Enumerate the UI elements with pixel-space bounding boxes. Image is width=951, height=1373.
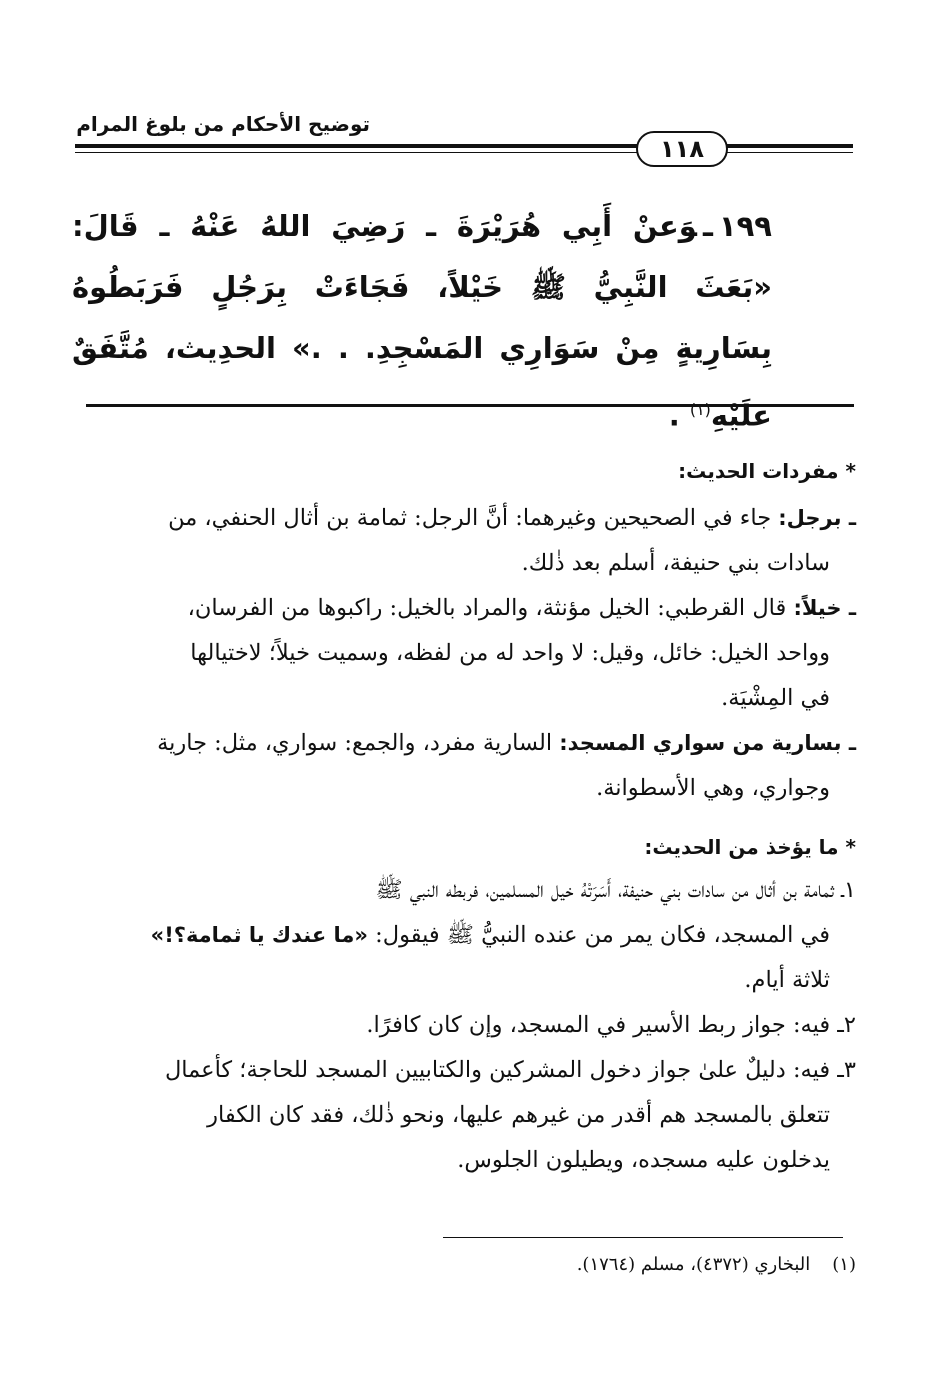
lessons-list bbox=[75, 868, 856, 1183]
lesson-text: ٣ـ فيه: دليلٌ علىٰ جواز دخول المشركين والكتابيين المسجد للحاجة؛ كأعمال bbox=[164, 1057, 856, 1083]
vocab-def: قال القرطبي: الخيل مؤنثة، والمراد بالخيل: راكبوها من الفرسان، bbox=[187, 595, 794, 621]
vocab-entry-birajul bbox=[75, 496, 856, 586]
hadith-number: ١٩٩ bbox=[718, 209, 772, 243]
lesson-text: ١ـ ثمامة بن أثال من سادات بني حنيفة، أَسَرَتْهُ خيل المسلمين، فربطه النبي ﷺ bbox=[375, 877, 856, 903]
hadith-dash: ـ bbox=[702, 209, 713, 243]
vocab-def-cont: في المِشْيَة. bbox=[721, 685, 830, 711]
footnote-marker: (١) bbox=[832, 1254, 856, 1275]
section-divider bbox=[86, 404, 854, 407]
header-rule-thin bbox=[75, 152, 853, 153]
header-rule-thick bbox=[75, 144, 853, 148]
page-number: ١١٨ bbox=[636, 131, 728, 167]
lessons-heading: * ما يؤخذ من الحديث: bbox=[644, 835, 856, 859]
lesson-text-part: في المسجد، فكان يمر من عنده النبيُّ ﷺ فيقول: bbox=[368, 922, 830, 948]
lesson-text-cont: تتعلق بالمسجد هم أقدر من غيرهم عليها، ونحو ذٰلك، فقد كان الكفار bbox=[207, 1102, 830, 1128]
lesson-text: ٢ـ فيه: جواز ربط الأسير في المسجد، وإن كان كافرًا. bbox=[366, 1012, 856, 1038]
vocab-list bbox=[75, 496, 856, 811]
vocab-term: ـ خيلاً: bbox=[793, 596, 856, 620]
lesson-text-cont: يدخلون عليه مسجده، ويطيلون الجلوس. bbox=[457, 1147, 830, 1173]
lesson-item-3 bbox=[75, 1048, 856, 1183]
vocab-def: السارية مفرد، والجمع: سواري، مثل: جارية bbox=[157, 730, 560, 756]
vocab-entry-sariya bbox=[75, 721, 856, 811]
vocab-def-cont: وواحد الخيل: خائل، وقيل: لا واحد له من لفظه، وسميت خيلاً؛ لاختيالها bbox=[190, 640, 830, 666]
footnote bbox=[75, 1250, 856, 1280]
vocab-entry-khaylan bbox=[75, 586, 856, 721]
vocab-term: ـ بسارية من سواري المسجد: bbox=[559, 731, 856, 755]
lesson-text-cont: ثلاثة أيام. bbox=[744, 967, 830, 993]
lesson-item-2 bbox=[75, 1003, 856, 1048]
hadith-footnote-ref: (١) bbox=[689, 400, 711, 419]
running-title: توضيح الأحكام من بلوغ المرام bbox=[76, 112, 370, 136]
vocab-def: جاء في الصحيحين وغيرهما: أنَّ الرجل: ثمامة بن أثال الحنفي، من bbox=[168, 505, 779, 531]
hadith-text: وَعنْ أَبِي هُرَيْرَةَ ـ رَضِيَ اللهُ عَنْهُ ـ قَالَ: «بَعَثَ النَّبِيُّ ﷺ خَيْلاً، فَجَاءَتْ بِرَجُلٍ فَرَبَطُوهُ بِسَارِيةٍ مِنْ سَوَارِي المَسْجِدِ. . .» الحدِيث، مُتَّفَقٌ علَيْهِ bbox=[72, 209, 772, 433]
hadith-text-block bbox=[72, 196, 772, 447]
lesson-text-cont bbox=[75, 913, 856, 958]
lesson-quote: «ما عندك يا ثمامة؟!» bbox=[150, 923, 368, 947]
vocab-heading: * مفردات الحديث: bbox=[678, 459, 856, 483]
hadith-end: . bbox=[668, 398, 690, 433]
vocab-def-cont: وجواري، وهي الأسطوانة. bbox=[596, 775, 830, 801]
vocab-def-cont: سادات بني حنيفة، أسلم بعد ذٰلك. bbox=[521, 550, 830, 576]
lesson-item-1 bbox=[75, 868, 856, 1003]
footnote-text: البخاري (٤٣٧٢)، مسلم (١٧٦٤). bbox=[576, 1254, 811, 1275]
vocab-term: ـ برجل: bbox=[778, 506, 856, 530]
footnote-rule bbox=[443, 1237, 843, 1238]
